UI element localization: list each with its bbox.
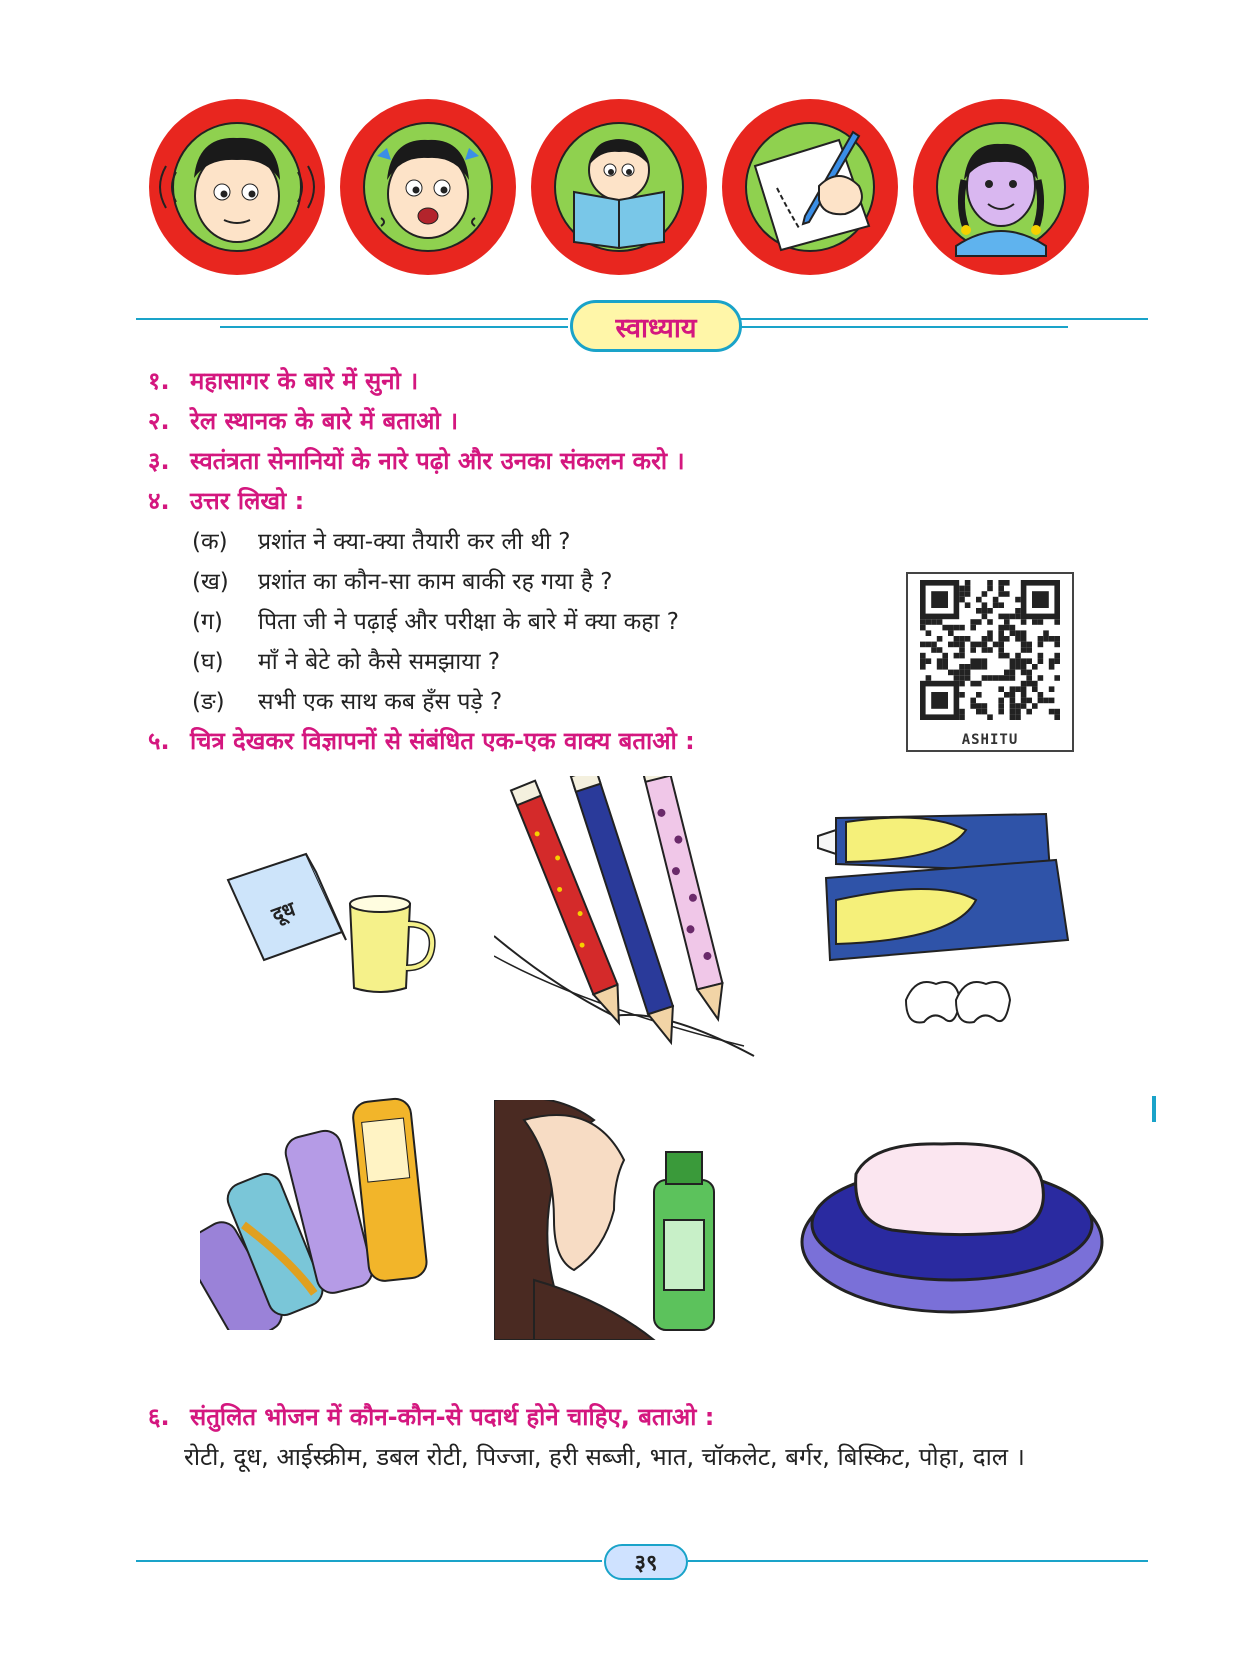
qr-module <box>1038 698 1044 704</box>
qr-module <box>982 642 988 648</box>
qr-module <box>987 675 993 681</box>
qr-module <box>998 630 1004 636</box>
qr-module <box>987 647 993 653</box>
qr-module <box>937 647 943 653</box>
qr-module <box>959 642 965 648</box>
qr-code[interactable] <box>906 572 1074 752</box>
qr-module <box>959 625 965 631</box>
qr-finder-square <box>931 591 948 608</box>
sub-question-ka <box>192 524 571 556</box>
qr-module <box>970 625 976 631</box>
qr-module <box>942 664 948 670</box>
qr-module <box>970 703 976 709</box>
qr-module <box>954 642 960 648</box>
qr-module <box>1038 653 1044 659</box>
qr-module <box>959 647 965 653</box>
qr-module <box>1015 703 1021 709</box>
question-text: चित्र देखकर विज्ञापनों से संबंधित एक-एक वाक्य बताओ : <box>190 727 695 755</box>
qr-module <box>976 642 982 648</box>
qr-module <box>998 602 1004 608</box>
qr-finder-square <box>931 692 948 709</box>
question-4 <box>148 484 304 517</box>
qr-module <box>1032 686 1038 692</box>
qr-module <box>1049 636 1055 642</box>
qr-module <box>1015 614 1021 620</box>
qr-module <box>954 670 960 676</box>
qr-module <box>1021 630 1027 636</box>
qr-module <box>998 653 1004 659</box>
question-text: संतुलित भोजन में कौन-कौन-से पदार्थ होने चाहिए, बताओ : <box>190 1403 715 1431</box>
qr-module <box>1021 658 1027 664</box>
sub-question-label: (क) <box>192 529 228 555</box>
qr-module <box>1015 714 1021 720</box>
qr-module <box>959 664 965 670</box>
qr-module <box>965 670 971 676</box>
qr-module <box>1043 698 1049 704</box>
qr-module <box>998 647 1004 653</box>
question-number: ५. <box>148 727 170 755</box>
milk-picture <box>210 820 450 1020</box>
qr-module <box>993 602 999 608</box>
qr-module <box>959 692 965 698</box>
qr-module <box>987 580 993 586</box>
qr-module <box>920 658 926 664</box>
qr-module <box>998 709 1004 715</box>
qr-module <box>970 619 976 625</box>
qr-module <box>1015 686 1021 692</box>
qr-module <box>926 642 932 648</box>
qr-finder-square <box>1032 591 1049 608</box>
toothpaste-picture <box>806 800 1096 1040</box>
qr-module <box>1015 709 1021 715</box>
qr-module <box>1010 703 1016 709</box>
qr-module <box>1049 658 1055 664</box>
qr-module <box>1054 642 1060 648</box>
qr-module <box>998 580 1004 586</box>
qr-module <box>948 642 954 648</box>
sub-question-label: (ख) <box>192 569 229 595</box>
question-3 <box>148 444 685 477</box>
qr-module <box>1049 664 1055 670</box>
qr-module <box>965 602 971 608</box>
qr-module <box>998 686 1004 692</box>
question-2 <box>148 404 458 437</box>
question-text: स्वतंत्रता सेनानियों के नारे पढ़ो और उनका संकलन करो । <box>190 447 685 475</box>
sub-question-text: माँ ने बेटे को कैसे समझाया ? <box>258 649 501 675</box>
qr-module <box>1026 658 1032 664</box>
qr-module <box>920 619 926 625</box>
qr-module <box>1054 658 1060 664</box>
question-number: ६. <box>148 1403 170 1431</box>
qr-module <box>1026 670 1032 676</box>
qr-module <box>976 619 982 625</box>
question-5 <box>148 724 695 757</box>
qr-module <box>970 647 976 653</box>
qr-module <box>1004 653 1010 659</box>
qr-module <box>982 602 988 608</box>
question-6 <box>148 1400 714 1433</box>
qr-module <box>1032 619 1038 625</box>
margin-mark <box>1152 1096 1156 1122</box>
qr-module <box>931 619 937 625</box>
qr-module <box>1038 642 1044 648</box>
qr-module <box>1026 675 1032 681</box>
qr-module <box>920 625 926 631</box>
qr-module <box>1015 664 1021 670</box>
qr-module <box>970 698 976 704</box>
qr-module <box>1010 686 1016 692</box>
qr-module <box>1015 608 1021 614</box>
qr-module <box>1049 709 1055 715</box>
qr-module <box>998 636 1004 642</box>
section-title: स्वाध्याय <box>570 300 742 352</box>
qr-module <box>965 586 971 592</box>
question-text: उत्तर लिखो : <box>190 487 305 515</box>
pencils-picture <box>494 776 764 1066</box>
qr-module <box>1049 686 1055 692</box>
qr-module <box>976 664 982 670</box>
qr-module <box>959 681 965 687</box>
qr-module <box>1010 698 1016 704</box>
milk-label: दूध <box>268 896 299 927</box>
qr-module <box>1054 636 1060 642</box>
qr-module <box>1004 692 1010 698</box>
qr-module <box>1026 709 1032 715</box>
qr-module <box>965 636 971 642</box>
qr-module <box>965 664 971 670</box>
qr-module <box>982 614 988 620</box>
qr-module <box>982 591 988 597</box>
qr-module <box>1032 664 1038 670</box>
qr-module <box>1038 692 1044 698</box>
sub-question-nga <box>192 684 502 716</box>
question-number: ३. <box>148 447 170 475</box>
qr-module <box>1021 642 1027 648</box>
qr-module <box>982 675 988 681</box>
qr-module <box>1026 642 1032 648</box>
sub-question-text: प्रशांत का कौन-सा काम बाकी रह गया है ? <box>258 569 613 595</box>
qr-module <box>1026 681 1032 687</box>
qr-module <box>982 636 988 642</box>
question-text: रेल स्थानक के बारे में बताओ । <box>190 407 459 435</box>
qr-module <box>1021 664 1027 670</box>
qr-module <box>976 597 982 603</box>
qr-module <box>1004 614 1010 620</box>
qr-module <box>954 625 960 631</box>
question-1 <box>148 364 418 397</box>
soap-picture <box>792 1112 1122 1332</box>
qr-module <box>931 642 937 648</box>
title-rule-left <box>136 318 568 320</box>
question-number: २. <box>148 407 170 435</box>
title-rule-right <box>738 318 1148 320</box>
qr-module <box>970 658 976 664</box>
qr-module <box>1004 591 1010 597</box>
qr-module <box>1021 686 1027 692</box>
qr-module <box>954 675 960 681</box>
qr-module <box>931 647 937 653</box>
sub-question-label: (ङ) <box>192 689 225 715</box>
qr-module <box>1021 698 1027 704</box>
speak-icon <box>337 96 519 278</box>
qr-module <box>959 714 965 720</box>
qr-module <box>959 591 965 597</box>
qr-module <box>982 709 988 715</box>
qr-module <box>1010 670 1016 676</box>
question-number: १. <box>148 367 170 395</box>
qr-module <box>1038 658 1044 664</box>
qr-module <box>982 658 988 664</box>
qr-module <box>965 591 971 597</box>
qr-module <box>998 642 1004 648</box>
qr-module <box>942 653 948 659</box>
qr-module <box>920 664 926 670</box>
qr-module <box>926 675 932 681</box>
qr-module <box>1032 681 1038 687</box>
qr-module <box>1015 597 1021 603</box>
qr-module <box>926 658 932 664</box>
qr-module <box>1054 709 1060 715</box>
qr-module <box>1043 630 1049 636</box>
self-study-icon <box>910 96 1092 278</box>
qr-module <box>937 658 943 664</box>
qr-module <box>998 625 1004 631</box>
qr-module <box>1010 709 1016 715</box>
qr-module <box>1010 664 1016 670</box>
qr-module <box>1015 658 1021 664</box>
title-rule-left-inner <box>220 326 568 328</box>
qr-module <box>959 597 965 603</box>
question-number: ४. <box>148 487 170 515</box>
qr-module <box>965 580 971 586</box>
qr-module <box>948 670 954 676</box>
qr-module <box>959 675 965 681</box>
qr-module <box>976 658 982 664</box>
qr-module <box>987 619 993 625</box>
qr-module <box>920 653 926 659</box>
qr-module <box>1010 625 1016 631</box>
qr-module <box>1021 681 1027 687</box>
footer-rule-left <box>136 1560 602 1562</box>
qr-code-text: ASHITU <box>961 732 1019 748</box>
qr-module <box>1054 619 1060 625</box>
qr-module <box>1015 630 1021 636</box>
qr-module <box>987 630 993 636</box>
qr-module <box>993 642 999 648</box>
shampoo-picture <box>494 1100 754 1340</box>
qr-module <box>993 675 999 681</box>
qr-module <box>1043 636 1049 642</box>
qr-module <box>926 630 932 636</box>
qr-module <box>987 636 993 642</box>
qr-module <box>959 670 965 676</box>
qr-module <box>1054 675 1060 681</box>
qr-module <box>998 586 1004 592</box>
qr-module <box>965 675 971 681</box>
qr-module <box>1004 675 1010 681</box>
qr-module <box>1021 692 1027 698</box>
page-number: ३९ <box>604 1544 688 1580</box>
qr-module <box>942 625 948 631</box>
qr-module <box>976 681 982 687</box>
pencil-boxes-picture <box>200 1090 450 1330</box>
sub-question-label: (ग) <box>192 609 223 635</box>
qr-module <box>954 636 960 642</box>
qr-module <box>998 614 1004 620</box>
qr-module <box>926 619 932 625</box>
qr-module <box>976 709 982 715</box>
question-text: महासागर के बारे में सुनो । <box>190 367 419 395</box>
qr-module <box>1026 698 1032 704</box>
title-rule-right-inner <box>738 326 1068 328</box>
qr-module <box>1021 647 1027 653</box>
qr-module <box>1015 636 1021 642</box>
qr-module <box>1004 619 1010 625</box>
qr-module <box>954 653 960 659</box>
foods-list: रोटी, दूध, आईस्क्रीम, डबल रोटी, पिज्जा, हरी सब्जी, भात, चॉकलेट, बर्गर, बिस्किट, पोहा, दाल । <box>184 1443 1025 1471</box>
qr-module <box>993 597 999 603</box>
qr-module <box>959 636 965 642</box>
qr-module <box>1004 670 1010 676</box>
qr-module <box>937 619 943 625</box>
qr-module <box>987 586 993 592</box>
qr-module <box>1054 653 1060 659</box>
qr-module <box>970 664 976 670</box>
sub-question-label: (घ) <box>192 649 224 675</box>
qr-module <box>970 681 976 687</box>
qr-module <box>970 642 976 648</box>
qr-module <box>1038 675 1044 681</box>
qr-module <box>948 630 954 636</box>
listen-icon <box>146 96 328 278</box>
qr-module <box>982 664 988 670</box>
qr-module <box>1021 636 1027 642</box>
qr-module <box>982 647 988 653</box>
qr-module <box>1015 653 1021 659</box>
qr-module <box>1049 698 1055 704</box>
qr-module <box>1026 647 1032 653</box>
qr-module <box>1010 658 1016 664</box>
qr-module <box>937 636 943 642</box>
qr-module <box>959 586 965 592</box>
sub-question-gha <box>192 644 500 676</box>
qr-module <box>942 658 948 664</box>
write-icon <box>719 96 901 278</box>
qr-module <box>1021 619 1027 625</box>
qr-module <box>998 698 1004 704</box>
qr-module <box>998 703 1004 709</box>
qr-module <box>998 675 1004 681</box>
sub-question-text: पिता जी ने पढ़ाई और परीक्षा के बारे में क्या कहा ? <box>258 609 679 635</box>
qr-module <box>1054 714 1060 720</box>
qr-module <box>1038 619 1044 625</box>
qr-module <box>1010 675 1016 681</box>
qr-module <box>1021 703 1027 709</box>
qr-module <box>1032 703 1038 709</box>
qr-code-pattern <box>908 574 1072 724</box>
qr-module <box>1004 636 1010 642</box>
qr-module <box>982 608 988 614</box>
qr-module <box>948 625 954 631</box>
sub-question-text: प्रशांत ने क्या-क्या तैयारी कर ली थी ? <box>258 529 571 555</box>
qr-module <box>1010 614 1016 620</box>
qr-module <box>937 664 943 670</box>
qr-module <box>1010 714 1016 720</box>
qr-module <box>976 703 982 709</box>
sub-question-text: सभी एक साथ कब हँस पड़े ? <box>258 689 503 715</box>
qr-module <box>1021 670 1027 676</box>
qr-module <box>982 703 988 709</box>
qr-module <box>1010 692 1016 698</box>
qr-module <box>1038 636 1044 642</box>
qr-module <box>1004 625 1010 631</box>
qr-module <box>959 653 965 659</box>
qr-module <box>920 642 926 648</box>
qr-module <box>1004 580 1010 586</box>
qr-module <box>1010 630 1016 636</box>
qr-module <box>998 591 1004 597</box>
sub-question-kha <box>192 564 612 596</box>
read-icon <box>528 96 710 278</box>
qr-module <box>976 608 982 614</box>
qr-module <box>959 709 965 715</box>
footer-rule-right <box>688 1560 1148 1562</box>
qr-module <box>987 714 993 720</box>
sub-question-ga <box>192 604 679 636</box>
qr-module <box>976 692 982 698</box>
qr-module <box>987 608 993 614</box>
